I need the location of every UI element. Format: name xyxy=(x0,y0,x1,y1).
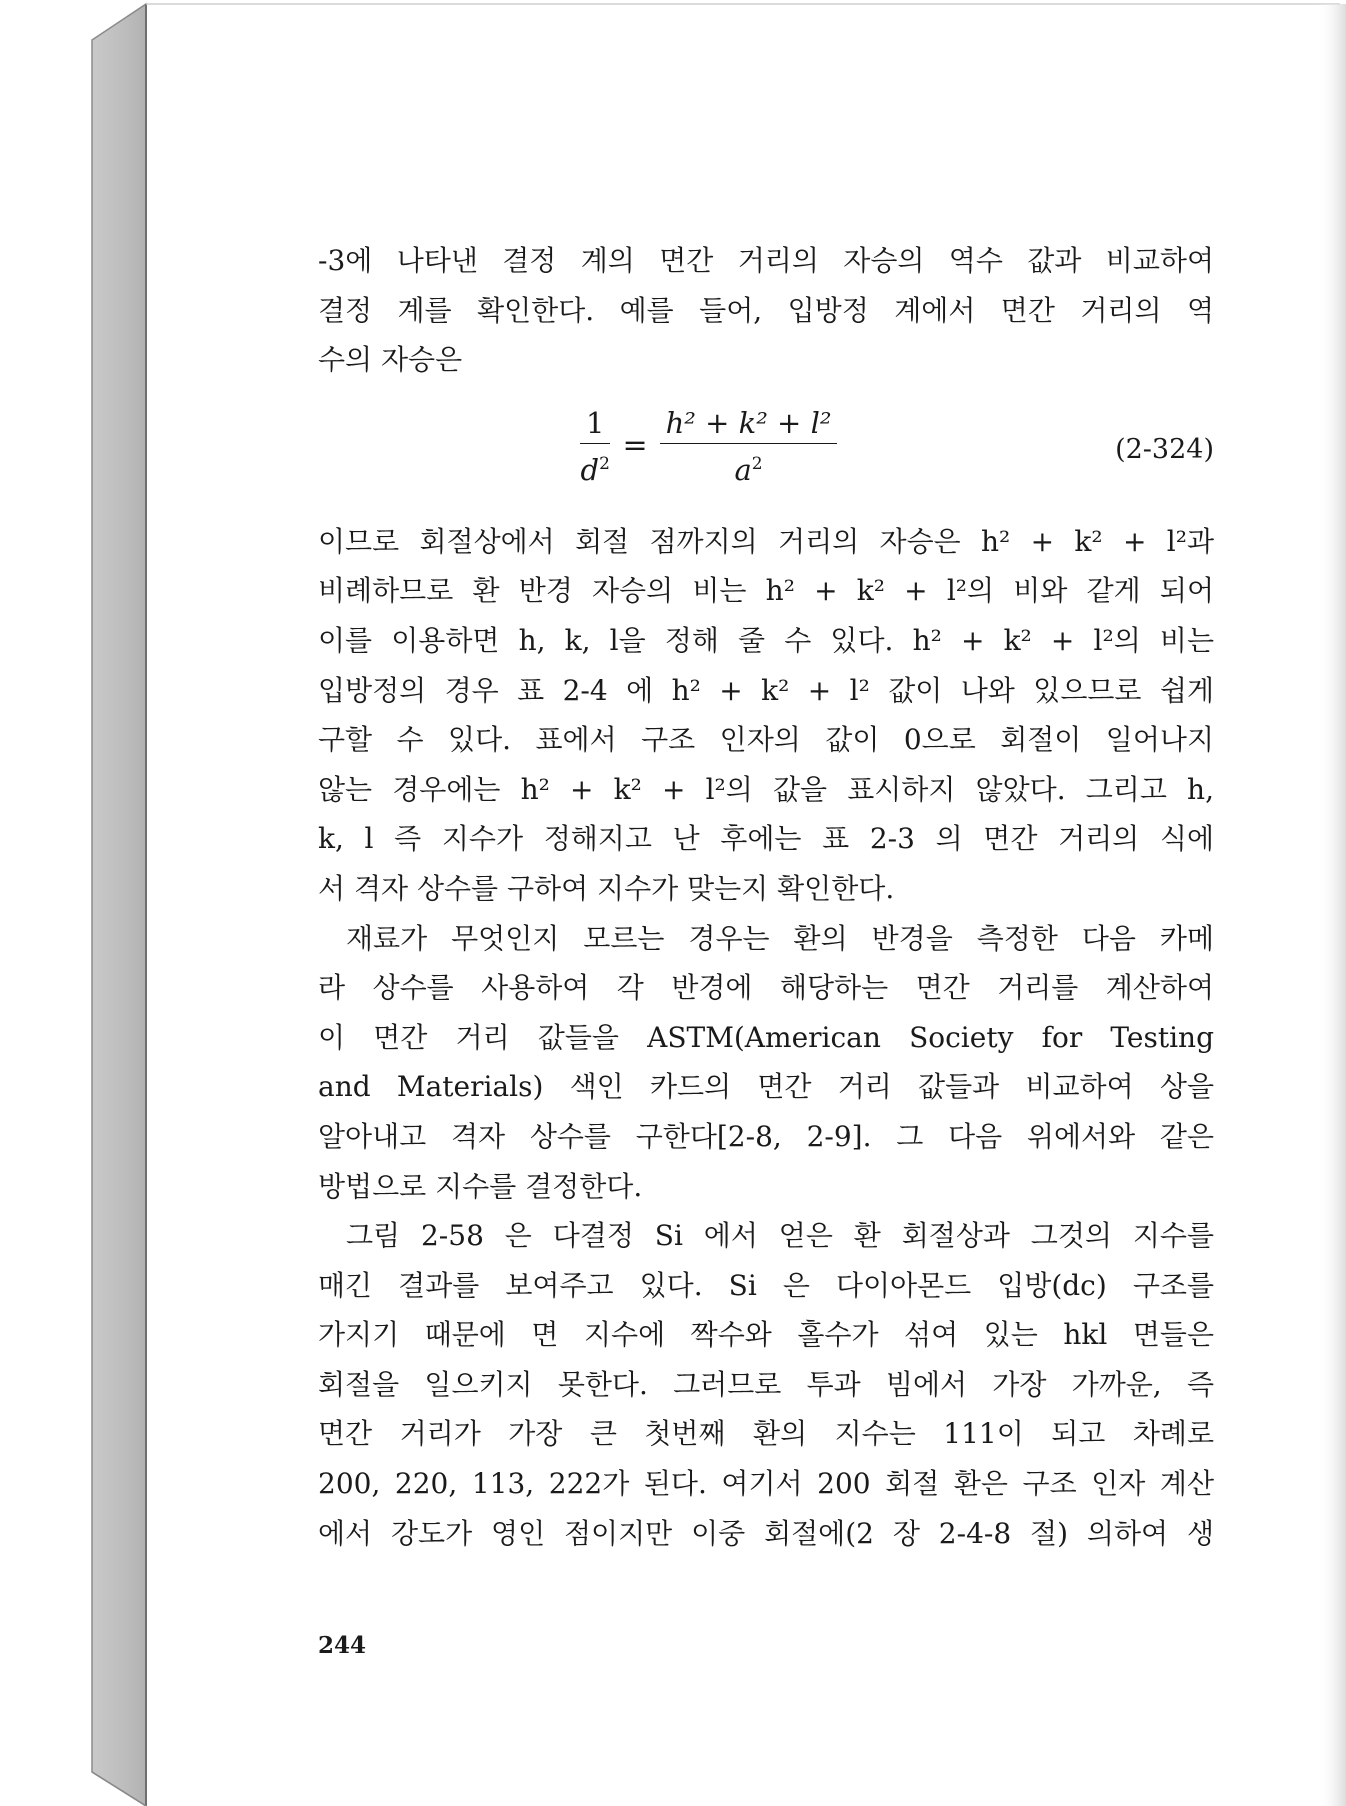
rhs-fraction xyxy=(660,405,838,488)
text-line: 면간 거리가 가장 큰 첫번째 환의 지수는 111이 되고 차례로 xyxy=(318,1417,1214,1451)
text-line: 에서 강도가 영인 점이지만 이중 회절에(2 장 2-4-8 절) 의하여 생 xyxy=(318,1516,1214,1550)
text-line: 비례하므로 환 반경 자승의 비는 h² + k² + l²의 비와 같게 되어 xyxy=(318,574,1214,608)
text-line: 이 면간 거리 값들을 ASTM(American Society for Testing xyxy=(318,1020,1214,1054)
rhs-denominator xyxy=(734,444,762,488)
paragraph-3 xyxy=(318,914,1214,1212)
text-line: 200, 220, 113, 222가 된다. 여기서 200 회절 환은 구조 인자 계산 xyxy=(318,1467,1214,1501)
text-line: 알아내고 격자 상수를 구한다[2-8, 2-9]. 그 다음 위에서와 같은 xyxy=(318,1119,1214,1153)
lhs-fraction xyxy=(580,405,610,488)
lhs-den-base: d xyxy=(580,452,600,487)
text-line: 서 격자 상수를 구하여 지수가 맞는지 확인한다. xyxy=(318,871,895,905)
equation-block xyxy=(318,399,1214,495)
text-line: 입방정의 경우 표 2-4 에 h² + k² + l² 값이 나와 있으므로 쉽게 xyxy=(318,673,1214,707)
lhs-denominator xyxy=(581,444,610,488)
text-line: k, l 즉 지수가 정해지고 난 후에는 표 2-3 의 면간 거리의 식에 xyxy=(318,822,1214,856)
rhs-den-exponent: 2 xyxy=(751,453,763,474)
text-line: and Materials) 색인 카드의 면간 거리 값들과 비교하여 상을 xyxy=(318,1070,1214,1104)
text-line: -3에 나타낸 결정 계의 면간 거리의 자승의 역수 값과 비교하여 xyxy=(318,244,1214,277)
text-line: 구할 수 있다. 표에서 구조 인자의 값이 0으로 회절이 일어나지 xyxy=(318,723,1214,757)
text-line: 그림 2-58 은 다결정 Si 에서 얻은 환 회절상과 그것의 지수를 xyxy=(346,1219,1214,1253)
text-line: 라 상수를 사용하여 각 반경에 해당하는 면간 거리를 계산하여 xyxy=(318,971,1214,1005)
equation-number: (2-324) xyxy=(1115,433,1214,465)
page-number: 244 xyxy=(318,1632,367,1659)
lhs-den-exponent: 2 xyxy=(599,453,610,474)
rhs-den-base: a xyxy=(734,452,752,487)
text-line: 방법으로 지수를 결정한다. xyxy=(318,1169,643,1203)
page-body xyxy=(318,236,1214,1558)
paragraph-4 xyxy=(318,1211,1214,1558)
lhs-numerator: 1 xyxy=(580,405,610,444)
text-line: 매긴 결과를 보여주고 있다. Si 은 다이아몬드 입방(dc) 구조를 xyxy=(318,1268,1214,1302)
text-line: 이므로 회절상에서 회절 점까지의 거리의 자승은 h² + k² + l²과 xyxy=(318,524,1214,558)
text-line: 이를 이용하면 h, k, l을 정해 줄 수 있다. h² + k² + l²의 비는 xyxy=(318,623,1214,657)
paragraph-2 xyxy=(318,517,1214,914)
text-line: 회절을 일으키지 못한다. 그러므로 투과 빔에서 가장 가까운, 즉 xyxy=(318,1367,1214,1401)
text-line: 않는 경우에는 h² + k² + l²의 값을 표시하지 않았다. 그리고 h, xyxy=(318,772,1214,806)
text-line: 결정 계를 확인한다. 예를 들어, 입방정 계에서 면간 거리의 역 xyxy=(318,293,1214,327)
text-line: 수의 자승은 xyxy=(318,343,463,377)
text-line: 가지기 때문에 면 지수에 짝수와 홀수가 섞여 있는 hkl 면들은 xyxy=(318,1318,1214,1352)
paragraph-1 xyxy=(318,236,1214,385)
text-line: 재료가 무엇인지 모르는 경우는 환의 반경을 측정한 다음 카메 xyxy=(346,921,1214,955)
equals-sign: = xyxy=(622,428,648,464)
rhs-numerator: h² + k² + l² xyxy=(660,405,838,444)
equation xyxy=(580,405,837,488)
